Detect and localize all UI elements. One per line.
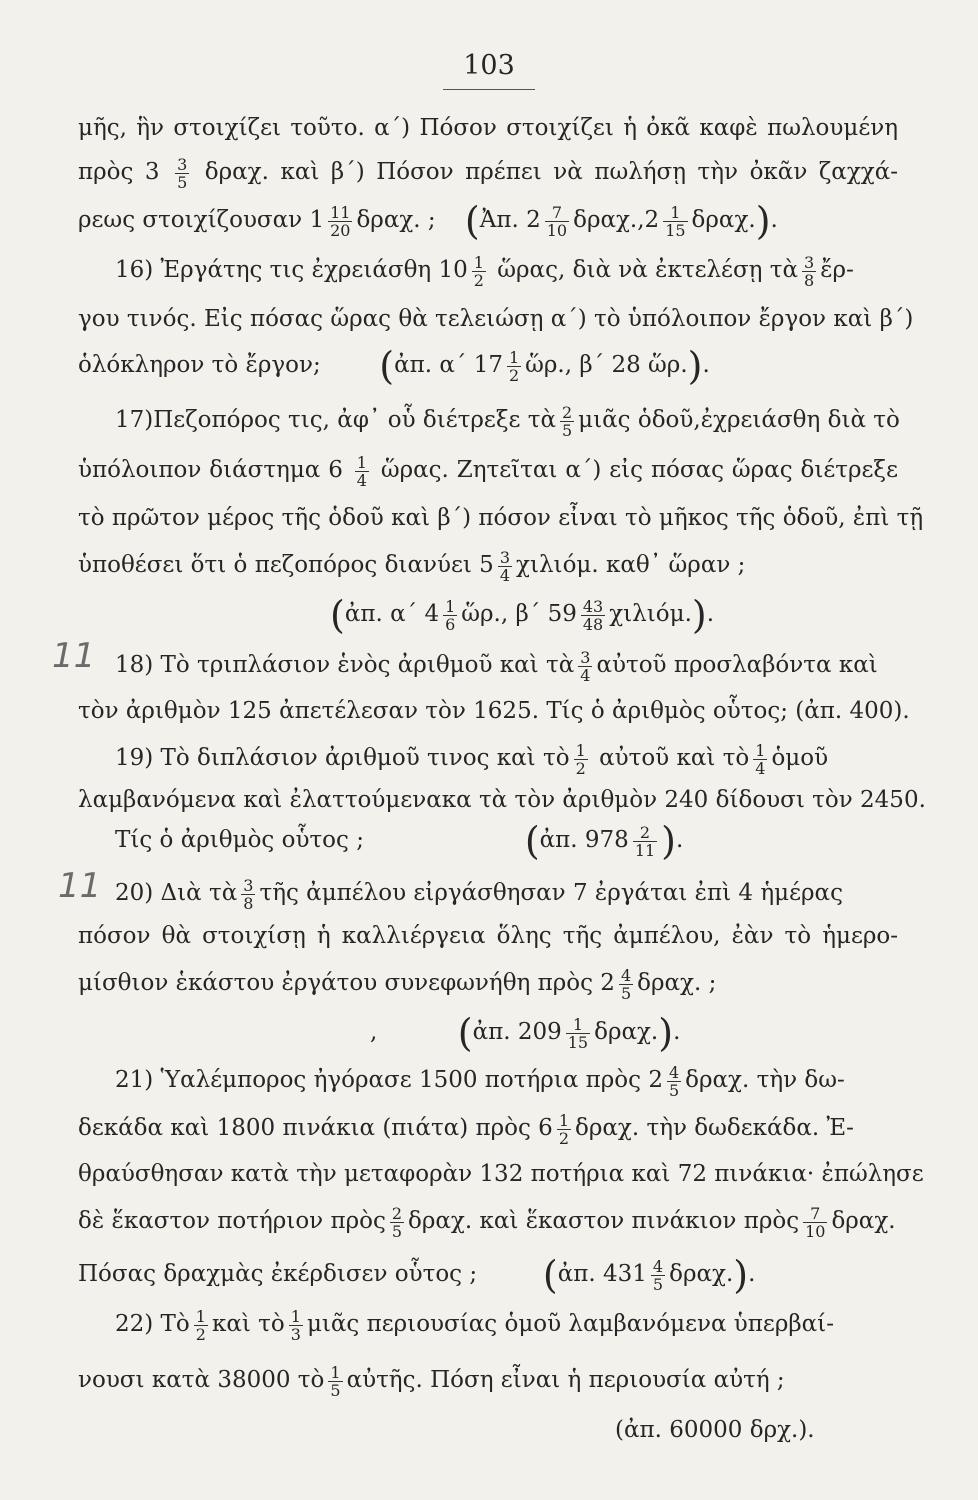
fraction: $\frac{7}{10}$ [546,202,568,240]
text-line: 18) Τὸ τριπλάσιον ἑνὸς ἀριθμοῦ καὶ τὰ $\frac{3}{4}$ αὐτοῦ προσλαβόντα καὶ [115,647,878,685]
fraction: $\frac{1}{15}$ [567,1014,589,1052]
text-line: 22) Τὸ $\frac{1}{2}$ καὶ τὸ $\frac{1}{3}$ μιᾶς περιουσίας ὁμοῦ λαμβανόμενα ὑπερβαί- [115,1306,834,1344]
text-line: πρὸς 3 $\frac{3}{5}$ δραχ. καὶ β΄) Πόσον πρέπει νὰ πωλήσῃ τὴν ὀκᾶν ζαχχά- [78,154,899,192]
text-line: μίσθιον ἑκάστου ἐργάτου συνεφωνήθη πρὸς 2 $\frac{4}{5}$ δραχ. ; [78,965,717,1003]
fraction: $\frac{2}{11}$ [634,822,656,860]
text-line: ρεως στοιχίζουσαν 1 $\frac{11}{20}$ δραχ. ; (Ἀπ. 2 $\frac{7}{10}$ δραχ.,2 $\frac{1}{15}$ δραχ.). [78,199,778,243]
text-line: 16) Ἐργάτης τις ἐχρειάσθη 10 $\frac{1}{2}$ ὥρας, διὰ νὰ ἐκτελέσῃ τὰ $\frac{3}{8}$ ἔρ- [115,252,854,290]
fraction: $\frac{1}{2}$ [473,252,484,290]
fraction: $\frac{1}{15}$ [665,202,686,240]
margin-mark: 11 [52,636,96,676]
fraction: $\frac{3}{4}$ [499,547,511,585]
fraction: $\frac{1}{6}$ [445,596,456,634]
text-line: ὑποθέσει ὅτι ὁ πεζοπόρος διανύει 5 $\frac{3}{4}$ χιλιόμ. καθ᾽ ὥραν ; [78,547,746,585]
text-line: 19) Τὸ διπλάσιον ἀριθμοῦ τινος καὶ τὸ $\frac{1}{2}$ αὐτοῦ καὶ τὸ $\frac{1}{4}$ ὁμοῦ [115,740,829,778]
fraction: $\frac{1}{2}$ [195,1306,206,1344]
fraction: $\frac{1}{4}$ [755,740,766,778]
text-line: (ἀπ. 60000 δρχ.). [615,1417,815,1443]
fraction: $\frac{43}{48}$ [582,596,604,634]
fraction: $\frac{2}{5}$ [561,402,573,440]
fraction: $\frac{1}{2}$ [575,740,586,778]
fraction: $\frac{7}{10}$ [805,1203,826,1241]
fraction: $\frac{3}{8}$ [804,252,815,290]
text-line: μῆς, ἣν στοιχίζει τοῦτο. α΄) Πόσον στοιχίζει ἡ ὀκᾶ καφὲ πωλουμένη [78,115,898,141]
text-line: θραύσθησαν κατὰ τὴν μεταφορὰν 132 ποτήρια καὶ 72 πινάκια· ἐπώλησε [78,1161,924,1187]
text-line: (ἀπ. α΄ 4 $\frac{1}{6}$ ὥρ., β΄ 59 $\frac{43}{48}$ χιλιόμ.). [330,593,715,637]
fraction: $\frac{1}{4}$ [356,452,367,490]
fraction: $\frac{4}{5}$ [652,1256,664,1294]
fraction: $\frac{1}{2}$ [508,347,520,385]
page-number: 103 [463,50,515,81]
text-line: λαμβανόμενα καὶ ἐλαττούμενακα τὰ τὸν ἀριθμὸν 240 δίδουσι τὸν 2450. [78,787,926,813]
text-line: 17)Πεζοπόρος τις, ἀφ᾽ οὗ διέτρεξε τὰ $\frac{2}{5}$ μιᾶς ὁδοῦ,ἐχρειάσθη διὰ τὸ [115,402,900,440]
page-number-rule [443,89,535,90]
text-line: τὸν ἀριθμὸν 125 ἀπετέλεσαν τὸν 1625. Τίς ὁ ἀριθμὸς οὗτος; (ἀπ. 400). [78,698,910,724]
text-line: νουσι κατὰ 38000 τὸ $\frac{1}{5}$ αὐτῆς. Πόση εἶναι ἡ περιουσία αὐτή ; [78,1362,785,1400]
fraction: $\frac{3}{8}$ [243,875,254,913]
text-line: 20) Διὰ τὰ $\frac{3}{8}$ τῆς ἀμπέλου εἰργάσθησαν 7 ἐργάται ἐπὶ 4 ἡμέρας [115,875,843,913]
fraction: $\frac{1}{5}$ [330,1362,341,1400]
text-line: πόσον θὰ στοιχίσῃ ἡ καλλιέργεια ὅλης τῆς ἀμπέλου, ἐὰν τὸ ἡμερο- [78,923,898,949]
fraction: $\frac{3}{4}$ [580,647,591,685]
fraction: $\frac{4}{5}$ [620,965,632,1003]
text-line: 21) Ὑαλέμπορος ἠγόρασε 1500 ποτήρια πρὸς 2 $\frac{4}{5}$ δραχ. τὴν δω- [115,1062,845,1100]
text-line: , (ἀπ. 209 $\frac{1}{15}$ δραχ.). [370,1011,681,1055]
text-line: δεκάδα καὶ 1800 πινάκια (πιάτα) πρὸς 6 $\frac{1}{2}$ δραχ. τὴν δωδεκάδα. Ἐ- [78,1110,854,1148]
fraction: $\frac{2}{5}$ [391,1203,403,1241]
text-line: τὸ πρῶτον μέρος τῆς ὁδοῦ καὶ β΄) πόσον εἶναι τὸ μῆκος τῆς ὁδοῦ, ἐπὶ τῇ [78,505,924,531]
fraction: $\frac{1}{2}$ [558,1110,570,1148]
text-line: ὑπόλοιπον διάστημα 6 $\frac{1}{4}$ ὥρας. Ζητεῖται α΄) εἰς πόσας ὥρας διέτρεξε [78,452,899,490]
fraction: $\frac{4}{5}$ [668,1062,680,1100]
text-line: Πόσας δραχμὰς ἐκέρδισεν οὗτος ; (ἀπ. 431 $\frac{4}{5}$ δραχ.). [78,1253,756,1297]
fraction: $\frac{1}{3}$ [290,1306,301,1344]
text-line: Τίς ὁ ἀριθμὸς οὗτος ; (ἀπ. 978 $\frac{2}{11}$ ). [115,819,684,863]
fraction: $\frac{3}{5}$ [177,154,188,192]
text-line: δὲ ἕκαστον ποτήριον πρὸς $\frac{2}{5}$ δραχ. καὶ ἕκαστον πινάκιον πρὸς $\frac{7}{10}$ δραχ. [78,1203,896,1241]
fraction: $\frac{11}{20}$ [330,202,351,240]
margin-mark: 11 [58,866,102,906]
text-line: γου τινός. Εἰς πόσας ὥρας θὰ τελειώσῃ α΄) τὸ ὑπόλοιπον ἔργον καὶ β΄) [78,306,914,332]
text-line: ὁλόκληρον τὸ ἔργον; (ἀπ. α΄ 17 $\frac{1}{2}$ ὥρ., β΄ 28 ὥρ.). [78,344,710,388]
